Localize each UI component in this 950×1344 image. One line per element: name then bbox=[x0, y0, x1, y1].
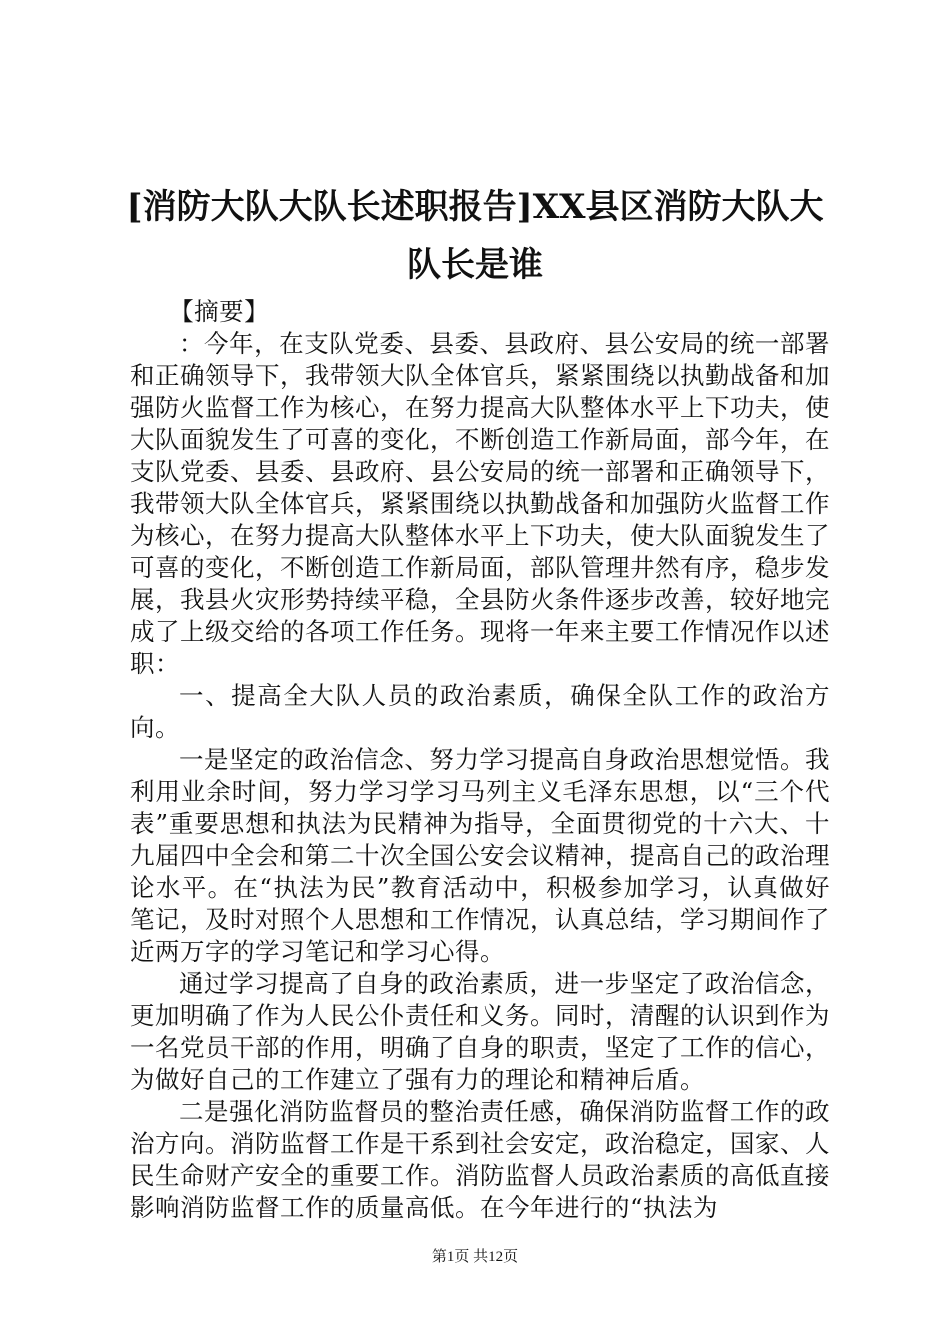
summary-label: 【摘要】 bbox=[169, 297, 270, 326]
paragraph-supervision-responsibility: 二是强化消防监督员的整治责任感，确保消防监督工作的政治方向。消防监督工作是干系到社会安定，政治稳定，国家、人民生命财产安全的重要工作。消防监督人员政治素质的高低直接影响消防监督工作的质量高低。在今年进行的“执法为 bbox=[130, 1097, 830, 1222]
paragraph-study-outcome: 通过学习提高了自身的政治素质，进一步坚定了政治信念，更加明确了作为人民公仆责任和义务。同时，清醒的认识到作为一名党员干部的作用，明确了自身的职责，坚定了工作的信心，为做好自己的工作建立了强有力的理论和精神后盾。 bbox=[130, 969, 830, 1094]
document-title: [消防大队大队长述职报告]XX县区消防大队大队长是谁 bbox=[126, 187, 824, 285]
page-footer: 第1页 共12页 bbox=[431, 1249, 519, 1265]
paragraph-political-belief: 一是坚定的政治信念、努力学习提高自身政治思想觉悟。我利用业余时间，努力学习学习马列主义毛泽东思想，以“三个代表”重要思想和执法为民精神为指导，全面贯彻党的十六大、十九届四中全会和第二十次全国公安会议精神，提高自己的政治理论水平。在“执法为民”教育活动中，积极参加学习，认真做好笔记，及时对照个人思想和工作情况，认真总结，学习期间作了近两万字的学习笔记和学习心得。 bbox=[130, 745, 830, 966]
document-body bbox=[130, 296, 830, 1224]
paragraph-section-one-heading: 一、提高全大队人员的政治素质，确保全队工作的政治方向。 bbox=[130, 681, 830, 742]
paragraph-summary: ：今年，在支队党委、县委、县政府、县公安局的统一部署和正确领导下，我带领大队全体官兵，紧紧围绕以执勤战备和加强防火监督工作为核心，在努力提高大队整体水平上下功夫，使大队面貌发生了可喜的变化，不断创造工作新局面，部今年，在支队党委、县委、县政府、县公安局的统一部署和正确领导下，我带领大队全体官兵，紧紧围绕以执勤战备和加强防火监督工作为核心，在努力提高大队整体水平上下功夫，使大队面貌发生了可喜的变化，不断创造工作新局面，部队管理井然有序，稳步发展，我县火灾形势持续平稳，全县防火条件逐步改善，较好地完成了上级交给的各项工作任务。现将一年来主要工作情况作以述职： bbox=[130, 329, 830, 678]
